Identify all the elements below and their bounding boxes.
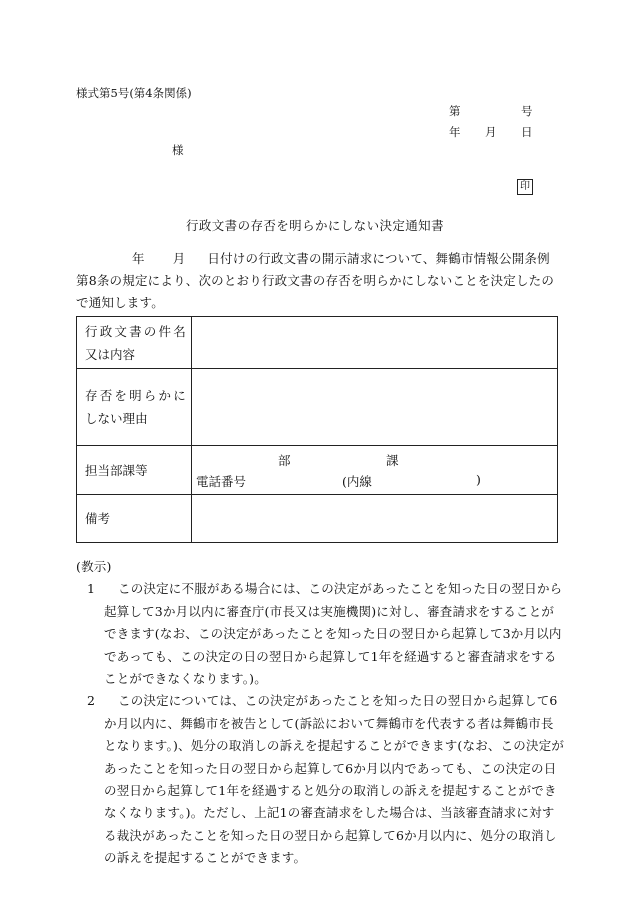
label-line: 存否を明らかに <box>85 388 188 403</box>
doc-number-gou: 号 <box>521 104 533 118</box>
recipient-sama: 様 <box>172 143 184 157</box>
notice-text: この決定に不服がある場合には、この決定があったことを知った日の翌日から起算して3か月以内に審査庁(市長又は実施機関)に対し、審査請求をすることができます(なお、この決定があったことを知った日の翌日から起算して3か月以内であっても、この決定の日の翌日から起算して1年を経過すると審査請求をすることができなくなります。)。 <box>104 581 563 687</box>
label-remarks <box>77 495 192 543</box>
label-line-spread: 又は内容 <box>85 346 136 362</box>
value-reason[interactable] <box>192 369 558 446</box>
notice-number: 2 <box>87 693 96 709</box>
notice-heading: (教示) <box>76 559 112 574</box>
date-day-label: 日 <box>521 125 533 139</box>
label-line-spread: しない理由 <box>85 411 148 426</box>
label-reason <box>77 369 192 446</box>
department-bu: 部 <box>278 453 291 468</box>
phone-label: 電話番号 <box>196 474 247 489</box>
label-department <box>77 446 192 495</box>
department-ka: 課 <box>386 453 399 468</box>
table-row-reason <box>77 369 558 446</box>
notice-item-1 <box>76 578 566 690</box>
doc-number-dai: 第 <box>449 104 461 118</box>
label-document-name <box>77 317 192 369</box>
label-line-spread: 備考 <box>85 511 111 526</box>
date-month-label: 月 <box>485 125 497 139</box>
extension-label: (内線 <box>342 474 372 489</box>
label-line: 行政文書の件名 <box>85 323 188 339</box>
notice-text: この決定については、この決定があったことを知った日の翌日から起算して6か月以内に、舞鶴市を被告として(訴訟において舞鶴市を代表する者は舞鶴市長となります。)、処分の取消しの訴えを提起することができます(なお、この決定があったことを知った日の翌日から起算して6か月以内であっても、この決定の日の翌日から起算して1年を経過すると処分の取消しの訴えを提起することができなくなります。)。ただし、上記1の審査請求をした場合は、当該審査請求に対する裁決があったことを知った日の翌日から起算して6か月以内に、処分の取消しの訴えを提起することができます。 <box>104 693 565 866</box>
intro-year-label: 年 <box>132 251 145 266</box>
document-title: 行政文書の存否を明らかにしない決定通知書 <box>185 218 444 233</box>
label-line-spread: 担当部課等 <box>85 462 148 478</box>
value-department[interactable] <box>192 446 558 495</box>
notice-section <box>76 556 566 870</box>
notice-item-2 <box>76 690 566 869</box>
form-number: 様式第5号(第4条関係) <box>76 86 192 100</box>
extension-close: ) <box>476 472 481 487</box>
intro-month-label: 月 <box>172 251 186 266</box>
intro-paragraph <box>76 248 560 314</box>
notice-number: 1 <box>87 581 96 597</box>
seal-stamp: 印 <box>517 179 533 195</box>
table-row-document-name <box>77 317 558 369</box>
info-table <box>76 316 558 543</box>
table-row-department <box>77 446 558 495</box>
value-document-name[interactable] <box>192 317 558 369</box>
intro-text: 日付けの行政文書の開示請求について、舞鶴市情報公開条例第8条の規定により、次のとおり行政文書の存否を明らかにしないことを決定したので通知します。 <box>76 251 555 310</box>
value-remarks[interactable] <box>192 495 558 543</box>
table-row-remarks <box>77 495 558 543</box>
department-contact <box>192 446 557 494</box>
date-year-label: 年 <box>449 125 461 139</box>
